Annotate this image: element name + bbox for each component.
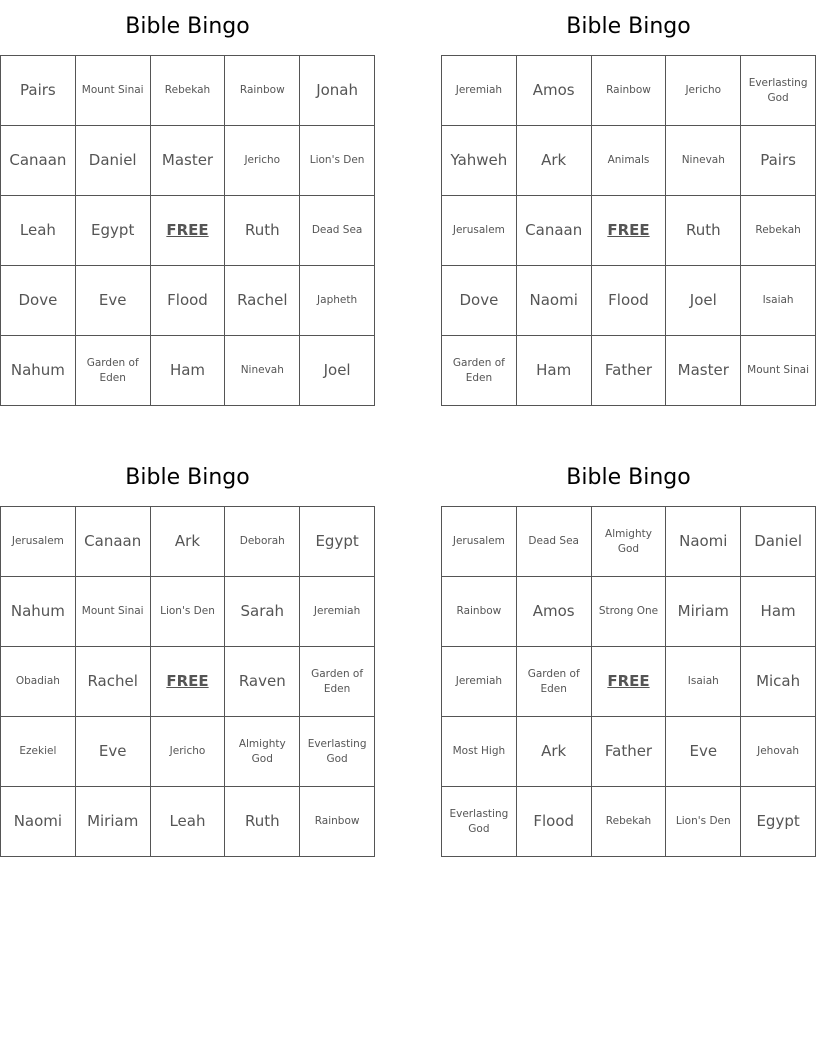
bingo-cell: Jerusalem: [442, 196, 517, 266]
bingo-cell: Mount Sinai: [741, 336, 816, 406]
bingo-cell: Everlasting God: [300, 717, 375, 787]
bingo-cell: Egypt: [741, 787, 816, 857]
free-space-cell: FREE: [592, 196, 667, 266]
bingo-grid: [441, 506, 816, 857]
bingo-cell: Sarah: [225, 577, 300, 647]
bingo-cell: Jericho: [151, 717, 226, 787]
bingo-cell: Nahum: [1, 336, 76, 406]
bingo-cell: Canaan: [76, 507, 151, 577]
bingo-cell: Rebekah: [151, 56, 226, 126]
bingo-cell: Everlasting God: [442, 787, 517, 857]
free-space-cell: FREE: [592, 647, 667, 717]
bingo-cell: Canaan: [1, 126, 76, 196]
bingo-cell: Everlasting God: [741, 56, 816, 126]
bingo-cell: Rainbow: [225, 56, 300, 126]
bingo-cell: Flood: [151, 266, 226, 336]
bingo-cell: Micah: [741, 647, 816, 717]
bingo-cell: Master: [151, 126, 226, 196]
card-title: Bible Bingo: [566, 14, 691, 39]
bingo-grid: [441, 55, 816, 406]
card-title: Bible Bingo: [125, 14, 250, 39]
bingo-cell: Jeremiah: [442, 56, 517, 126]
card-title: Bible Bingo: [125, 465, 250, 490]
bingo-cell: Garden of Eden: [76, 336, 151, 406]
free-space-cell: FREE: [151, 196, 226, 266]
bingo-grid: [0, 55, 375, 406]
bingo-cell: Rachel: [225, 266, 300, 336]
bingo-cell: Garden of Eden: [300, 647, 375, 717]
bingo-cell: Dead Sea: [300, 196, 375, 266]
bingo-cell: Pairs: [1, 56, 76, 126]
bingo-cell: Dead Sea: [517, 507, 592, 577]
bingo-cell: Rainbow: [442, 577, 517, 647]
bingo-cell: Obadiah: [1, 647, 76, 717]
bingo-cell: Pairs: [741, 126, 816, 196]
bingo-cell: Jerusalem: [442, 507, 517, 577]
bingo-cell: Naomi: [666, 507, 741, 577]
bingo-cell: Daniel: [76, 126, 151, 196]
bingo-cell: Deborah: [225, 507, 300, 577]
free-space-cell: FREE: [151, 647, 226, 717]
bingo-cell: Eve: [76, 717, 151, 787]
bingo-cell: Joel: [300, 336, 375, 406]
bingo-cell: Naomi: [517, 266, 592, 336]
bingo-cell: Ham: [151, 336, 226, 406]
bingo-cell: Strong One: [592, 577, 667, 647]
bingo-cell: Eve: [666, 717, 741, 787]
bingo-cell: Naomi: [1, 787, 76, 857]
bingo-cell: Amos: [517, 56, 592, 126]
bingo-cell: Dove: [1, 266, 76, 336]
bingo-cell: Jonah: [300, 56, 375, 126]
bingo-cell: Jericho: [225, 126, 300, 196]
bingo-cell: Master: [666, 336, 741, 406]
bingo-cell: Leah: [151, 787, 226, 857]
bingo-cell: Ninevah: [666, 126, 741, 196]
bingo-cell: Flood: [592, 266, 667, 336]
bingo-cell: Daniel: [741, 507, 816, 577]
bingo-cell: Jeremiah: [300, 577, 375, 647]
bingo-cell: Father: [592, 336, 667, 406]
bingo-cell: Rainbow: [592, 56, 667, 126]
bingo-cell: Mount Sinai: [76, 577, 151, 647]
bingo-cell: Ham: [741, 577, 816, 647]
bingo-cell: Isaiah: [666, 647, 741, 717]
bingo-cell: Rainbow: [300, 787, 375, 857]
bingo-grid: [0, 506, 375, 857]
bingo-cell: Garden of Eden: [442, 336, 517, 406]
bingo-cell: Canaan: [517, 196, 592, 266]
bingo-cell: Lion's Den: [151, 577, 226, 647]
bingo-cell: Eve: [76, 266, 151, 336]
bingo-cell: Almighty God: [592, 507, 667, 577]
bingo-cell: Ark: [517, 126, 592, 196]
bingo-cell: Miriam: [666, 577, 741, 647]
bingo-cell: Father: [592, 717, 667, 787]
bingo-cell: Ruth: [666, 196, 741, 266]
bingo-cell: Joel: [666, 266, 741, 336]
bingo-cell: Nahum: [1, 577, 76, 647]
bingo-cell: Amos: [517, 577, 592, 647]
bingo-cell: Lion's Den: [666, 787, 741, 857]
bingo-cell: Rachel: [76, 647, 151, 717]
bingo-cell: Egypt: [300, 507, 375, 577]
bingo-cell: Almighty God: [225, 717, 300, 787]
bingo-cell: Isaiah: [741, 266, 816, 336]
bingo-cell: Animals: [592, 126, 667, 196]
bingo-cell: Ruth: [225, 787, 300, 857]
bingo-cell: Jerusalem: [1, 507, 76, 577]
bingo-cell: Garden of Eden: [517, 647, 592, 717]
bingo-cell: Ninevah: [225, 336, 300, 406]
bingo-cell: Raven: [225, 647, 300, 717]
bingo-cell: Dove: [442, 266, 517, 336]
bingo-cell: Jehovah: [741, 717, 816, 787]
bingo-cell: Yahweh: [442, 126, 517, 196]
bingo-cell: Ham: [517, 336, 592, 406]
bingo-cell: Rebekah: [741, 196, 816, 266]
bingo-cell: Lion's Den: [300, 126, 375, 196]
bingo-cell: Jericho: [666, 56, 741, 126]
bingo-cell: Rebekah: [592, 787, 667, 857]
bingo-cell: Ruth: [225, 196, 300, 266]
card-title: Bible Bingo: [566, 465, 691, 490]
bingo-cell: Flood: [517, 787, 592, 857]
bingo-cell: Jeremiah: [442, 647, 517, 717]
bingo-cell: Japheth: [300, 266, 375, 336]
bingo-cell: Miriam: [76, 787, 151, 857]
bingo-cell: Ark: [517, 717, 592, 787]
bingo-cell: Most High: [442, 717, 517, 787]
bingo-cell: Ezekiel: [1, 717, 76, 787]
bingo-cell: Leah: [1, 196, 76, 266]
bingo-cell: Mount Sinai: [76, 56, 151, 126]
bingo-cell: Ark: [151, 507, 226, 577]
bingo-cell: Egypt: [76, 196, 151, 266]
